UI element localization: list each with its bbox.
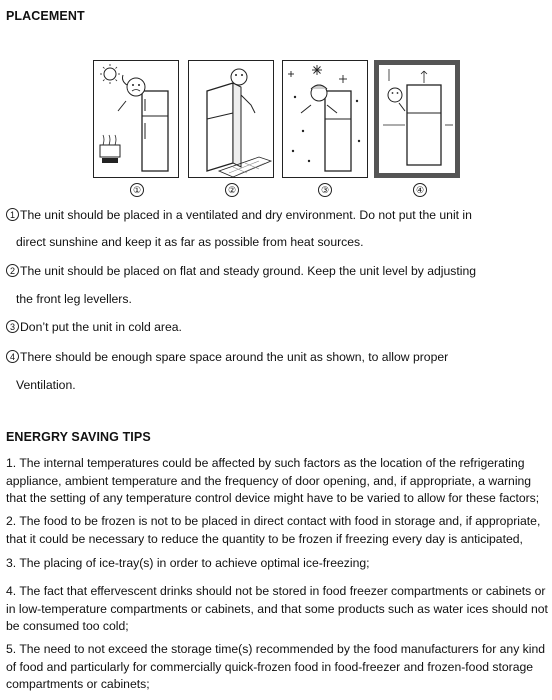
placement-heading: PLACEMENT [6,9,85,23]
flat-ground-illustration [189,61,273,177]
tip-5: 5. The need to not exceed the storage time(s) recommended by the food manufacturers for any kind of food and particularly for commercially quick-frozen food in food-freezer and frozen-food storage compartments or cabinets; [6,642,546,691]
cold-area-illustration [283,61,367,177]
placement-item-3 [6,320,182,334]
item-marker-3: 3 [6,320,19,333]
tip-2: 2. The food to be frozen is not to be placed in direct contact with food in storage and, if appropriate, that it could be necessary to reduce the quantity to be frozen if freezing every day is anticipated, [6,514,541,546]
clearance-space-illustration [379,65,455,173]
item-marker-4: 4 [6,350,19,363]
item-1-line-1: The unit should be placed in a ventilated and dry environment. Do not put the unit in [20,208,472,222]
figure-number-1: ① [130,183,144,197]
figure-number-2: ② [225,183,239,197]
tip-3: 3. The placing of ice-tray(s) in order to achieve optimal ice-freezing; [6,556,370,570]
placement-item-4 [6,350,448,364]
item-marker-1: 1 [6,208,19,221]
figure-panel-4 [374,60,460,178]
item-4-line-2: Ventilation. [16,378,76,392]
figure-panel-3 [282,60,368,178]
placement-illustrations [93,60,461,198]
placement-item-2 [6,264,476,278]
item-2-line-2: the front leg levellers. [16,292,132,306]
figure-panel-2 [188,60,274,178]
item-4-line-1: There should be enough spare space around the unit as shown, to allow proper [20,350,449,364]
figure-panel-1 [93,60,179,178]
ventilated-dry-illustration [94,61,178,177]
figure-number-4: ④ [413,183,427,197]
figure-number-3: ③ [318,183,332,197]
item-1-line-2: direct sunshine and keep it as far as possible from heat sources. [16,235,364,249]
item-marker-2: 2 [6,264,19,277]
placement-item-1 [6,208,472,222]
tip-4: 4. The fact that effervescent drinks should not be stored in food freezer compartments or cabinets or in low-temperature compartments or cabinets, and that some products such as water ices should not be consumed too cold; [6,584,548,633]
item-3-line-1: Don’t put the unit in cold area. [20,320,182,334]
energy-saving-heading: ENERGRY SAVING TIPS [6,430,151,444]
tip-1: 1. The internal temperatures could be affected by such factors as the location of the refrigerating appliance, ambient temperature and the frequency of door opening, and, if appropriate, a warning that the setting of any temperature control device might have to be varied to allow for these factors; [6,456,540,505]
item-2-line-1: The unit should be placed on flat and steady ground. Keep the unit level by adjusting [20,264,476,278]
